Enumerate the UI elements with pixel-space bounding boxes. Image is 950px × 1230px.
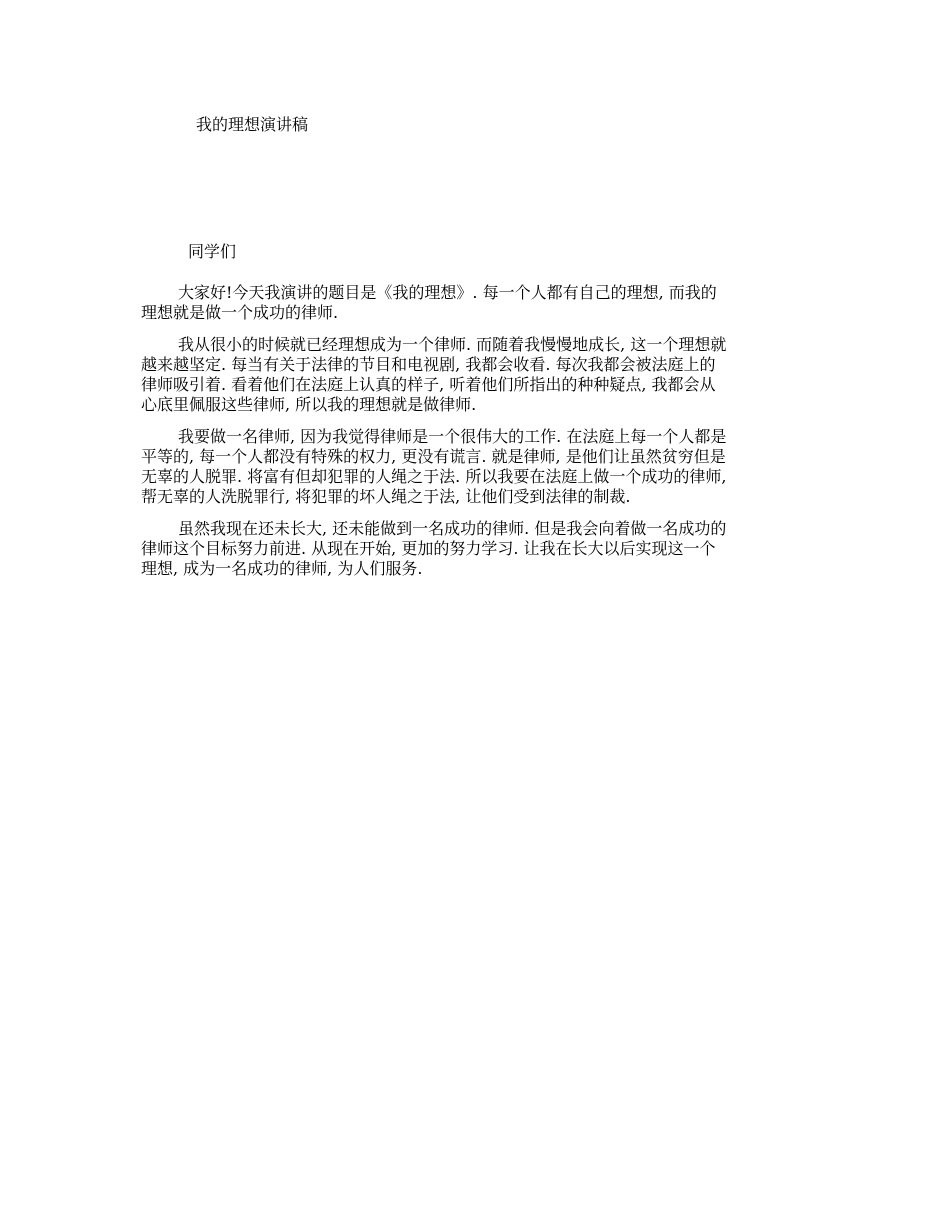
salutation: 同学们 (188, 242, 237, 261)
paragraph-line: 律师吸引着. 看着他们在法庭上认真的样子, 听着他们所指出的种种疑点, 我都会从 (141, 375, 716, 394)
paragraph-line: 理想, 成为一名成功的律师, 为人们服务. (141, 559, 423, 578)
paragraph-1 (141, 283, 821, 323)
paragraph-4 (141, 519, 821, 579)
paragraph-line: 越来越坚定. 每当有关于法律的节目和电视剧, 我都会收看. 每次我都会被法庭上的 (141, 355, 716, 374)
paragraph-line: 无辜的人脱罪. 将富有但却犯罪的人绳之于法. 所以我要在法庭上做一个成功的律师, (141, 467, 727, 486)
document-title: 我的理想演讲稿 (196, 115, 309, 134)
paragraph-line: 理想就是做一个成功的律师. (141, 303, 339, 322)
paragraph-line: 虽然我现在还未长大, 还未能做到一名成功的律师. 但是我会向着做一名成功的 (178, 519, 727, 538)
paragraph-line: 律师这个目标努力前进. 从现在开始, 更加的努力学习. 让我在长大以后实现这一个 (141, 539, 716, 558)
paragraph-line: 帮无辜的人洗脱罪行, 将犯罪的坏人绳之于法, 让他们受到法律的制裁. (141, 487, 631, 506)
paragraph-2 (141, 335, 821, 415)
paragraph-3 (141, 427, 821, 507)
paragraph-line: 我从很小的时候就已经理想成为一个律师. 而随着我慢慢地成长, 这一个理想就 (178, 335, 727, 354)
paragraph-line: 我要做一名律师, 因为我觉得律师是一个很伟大的工作. 在法庭上每一个人都是 (178, 427, 727, 446)
paragraph-line: 平等的, 每一个人都没有特殊的权力, 更没有谎言. 就是律师, 是他们让虽然贫穷但是 (141, 447, 726, 466)
paragraph-line: 大家好!今天我演讲的题目是《我的理想》. 每一个人都有自己的理想, 而我的 (178, 283, 717, 302)
paragraph-line: 心底里佩服这些律师, 所以我的理想就是做律师. (141, 395, 477, 414)
document-body (141, 283, 821, 591)
